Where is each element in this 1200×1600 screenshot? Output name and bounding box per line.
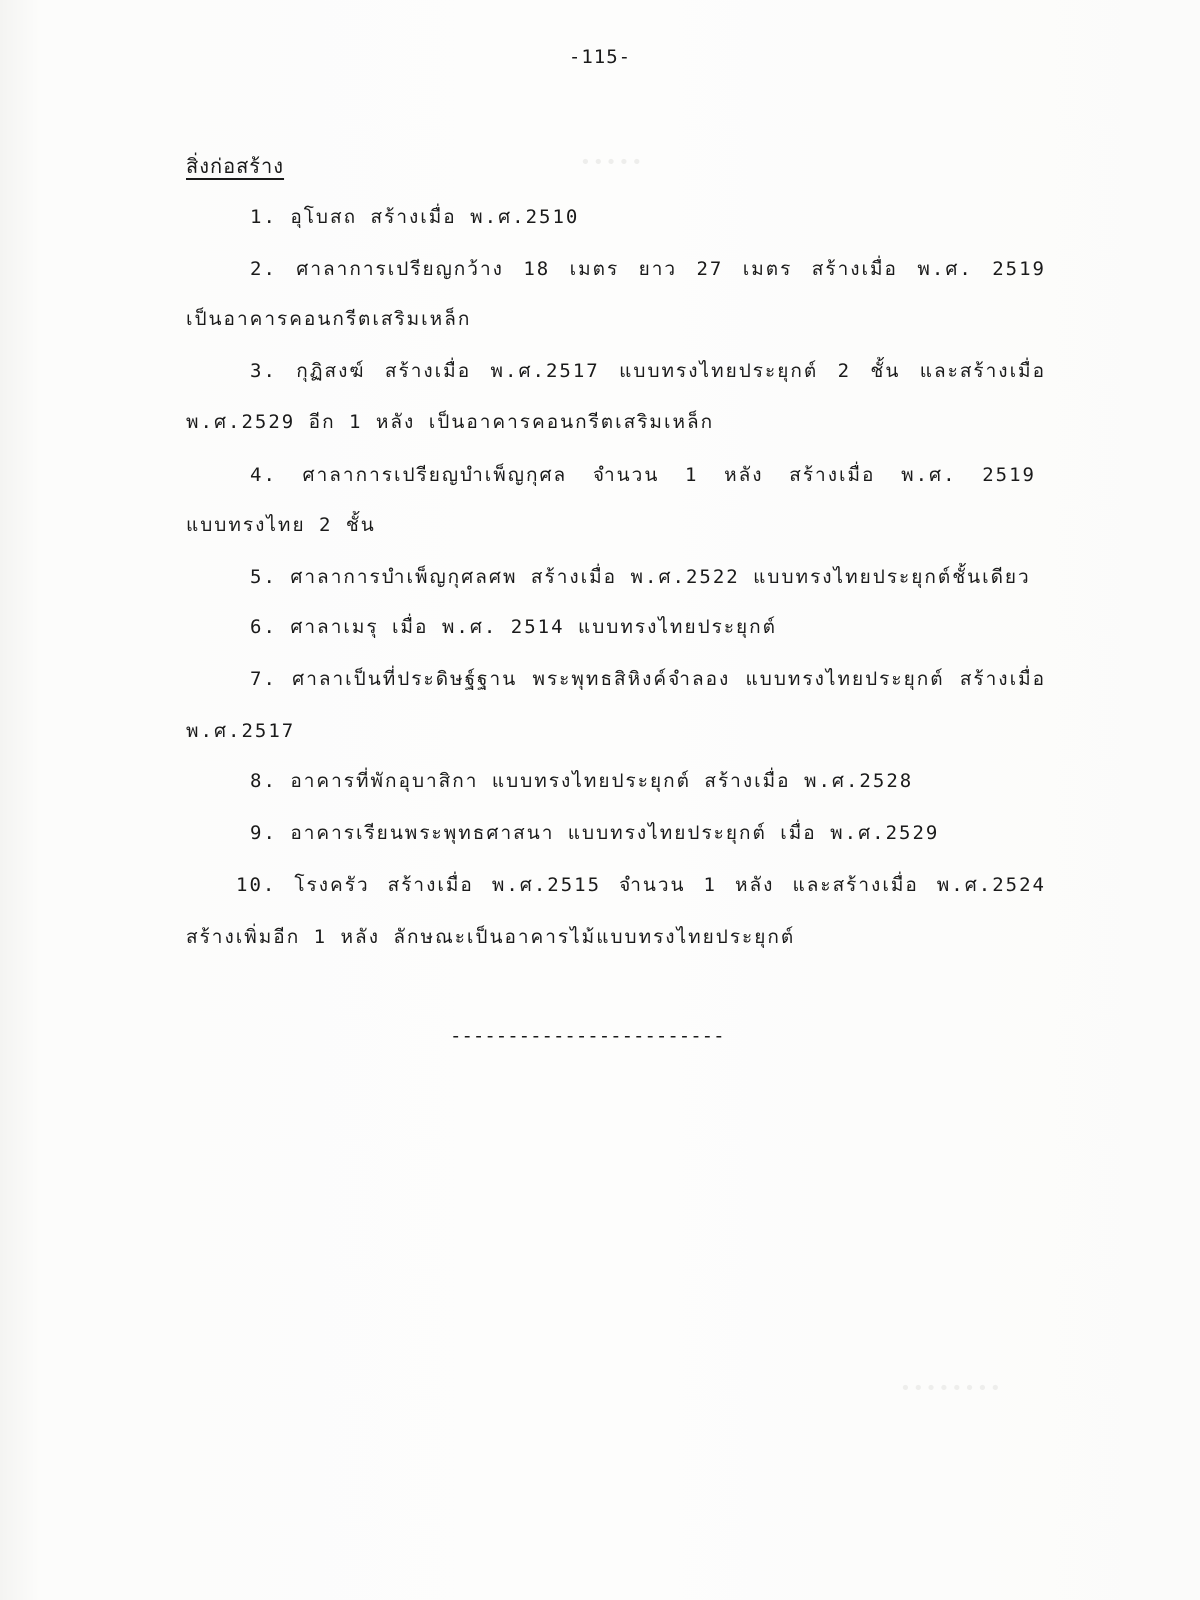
list-item-continuation: เป็นอาคารคอนกรีตเสริมเหล็ก [186, 308, 472, 330]
page-number: -115- [568, 46, 632, 68]
list-item: 10. โรงครัว สร้างเมื่อ พ.ศ.2515 จำนวน 1 หลัง และสร้างเมื่อ พ.ศ.2524 [236, 874, 1046, 896]
list-item-continuation: พ.ศ.2529 อีก 1 หลัง เป็นอาคารคอนกรีตเสริมเหล็ก [186, 411, 715, 433]
list-item: 3. กุฏิสงฆ์ สร้างเมื่อ พ.ศ.2517 แบบทรงไทยประยุกต์ 2 ชั้น และสร้างเมื่อ [250, 360, 1046, 382]
list-item: 5. ศาลาการบำเพ็ญกุศลศพ สร้างเมื่อ พ.ศ.2522 แบบทรงไทยประยุกต์ชั้นเดียว [250, 566, 1031, 588]
list-item: 1. อุโบสถ สร้างเมื่อ พ.ศ.2510 [250, 206, 580, 228]
list-item: 2. ศาลาการเปรียญกว้าง 18 เมตร ยาว 27 เมตร สร้างเมื่อ พ.ศ. 2519 [250, 258, 1046, 280]
bleed-through-text: ••••• [580, 152, 645, 173]
list-item: 9. อาคารเรียนพระพุทธศาสนา แบบทรงไทยประยุกต์ เมื่อ พ.ศ.2529 [250, 822, 940, 844]
list-item-continuation: แบบทรงไทย 2 ชั้น [186, 514, 376, 536]
list-item: 6. ศาลาเมรุ เมื่อ พ.ศ. 2514 แบบทรงไทยประยุกต์ [250, 616, 778, 638]
list-item-continuation: สร้างเพิ่มอีก 1 หลัง ลักษณะเป็นอาคารไม้แบบทรงไทยประยุกต์ [186, 926, 796, 948]
list-item: 4. ศาลาการเปรียญบำเพ็ญกุศล จำนวน 1 หลัง สร้างเมื่อ พ.ศ. 2519 [250, 464, 1036, 486]
list-item: 8. อาคารที่พักอุบาสิกา แบบทรงไทยประยุกต์ สร้างเมื่อ พ.ศ.2528 [250, 770, 914, 792]
end-divider: ------------------------ [450, 1025, 725, 1047]
bleed-through-text: •••••••• [900, 1378, 1003, 1399]
list-item-continuation: พ.ศ.2517 [186, 720, 296, 742]
section-heading: สิ่งก่อสร้าง [186, 154, 285, 178]
list-item: 7. ศาลาเป็นที่ประดิษฐ์ฐาน พระพุทธสิหิงค์จำลอง แบบทรงไทยประยุกต์ สร้างเมื่อ [250, 668, 1046, 690]
